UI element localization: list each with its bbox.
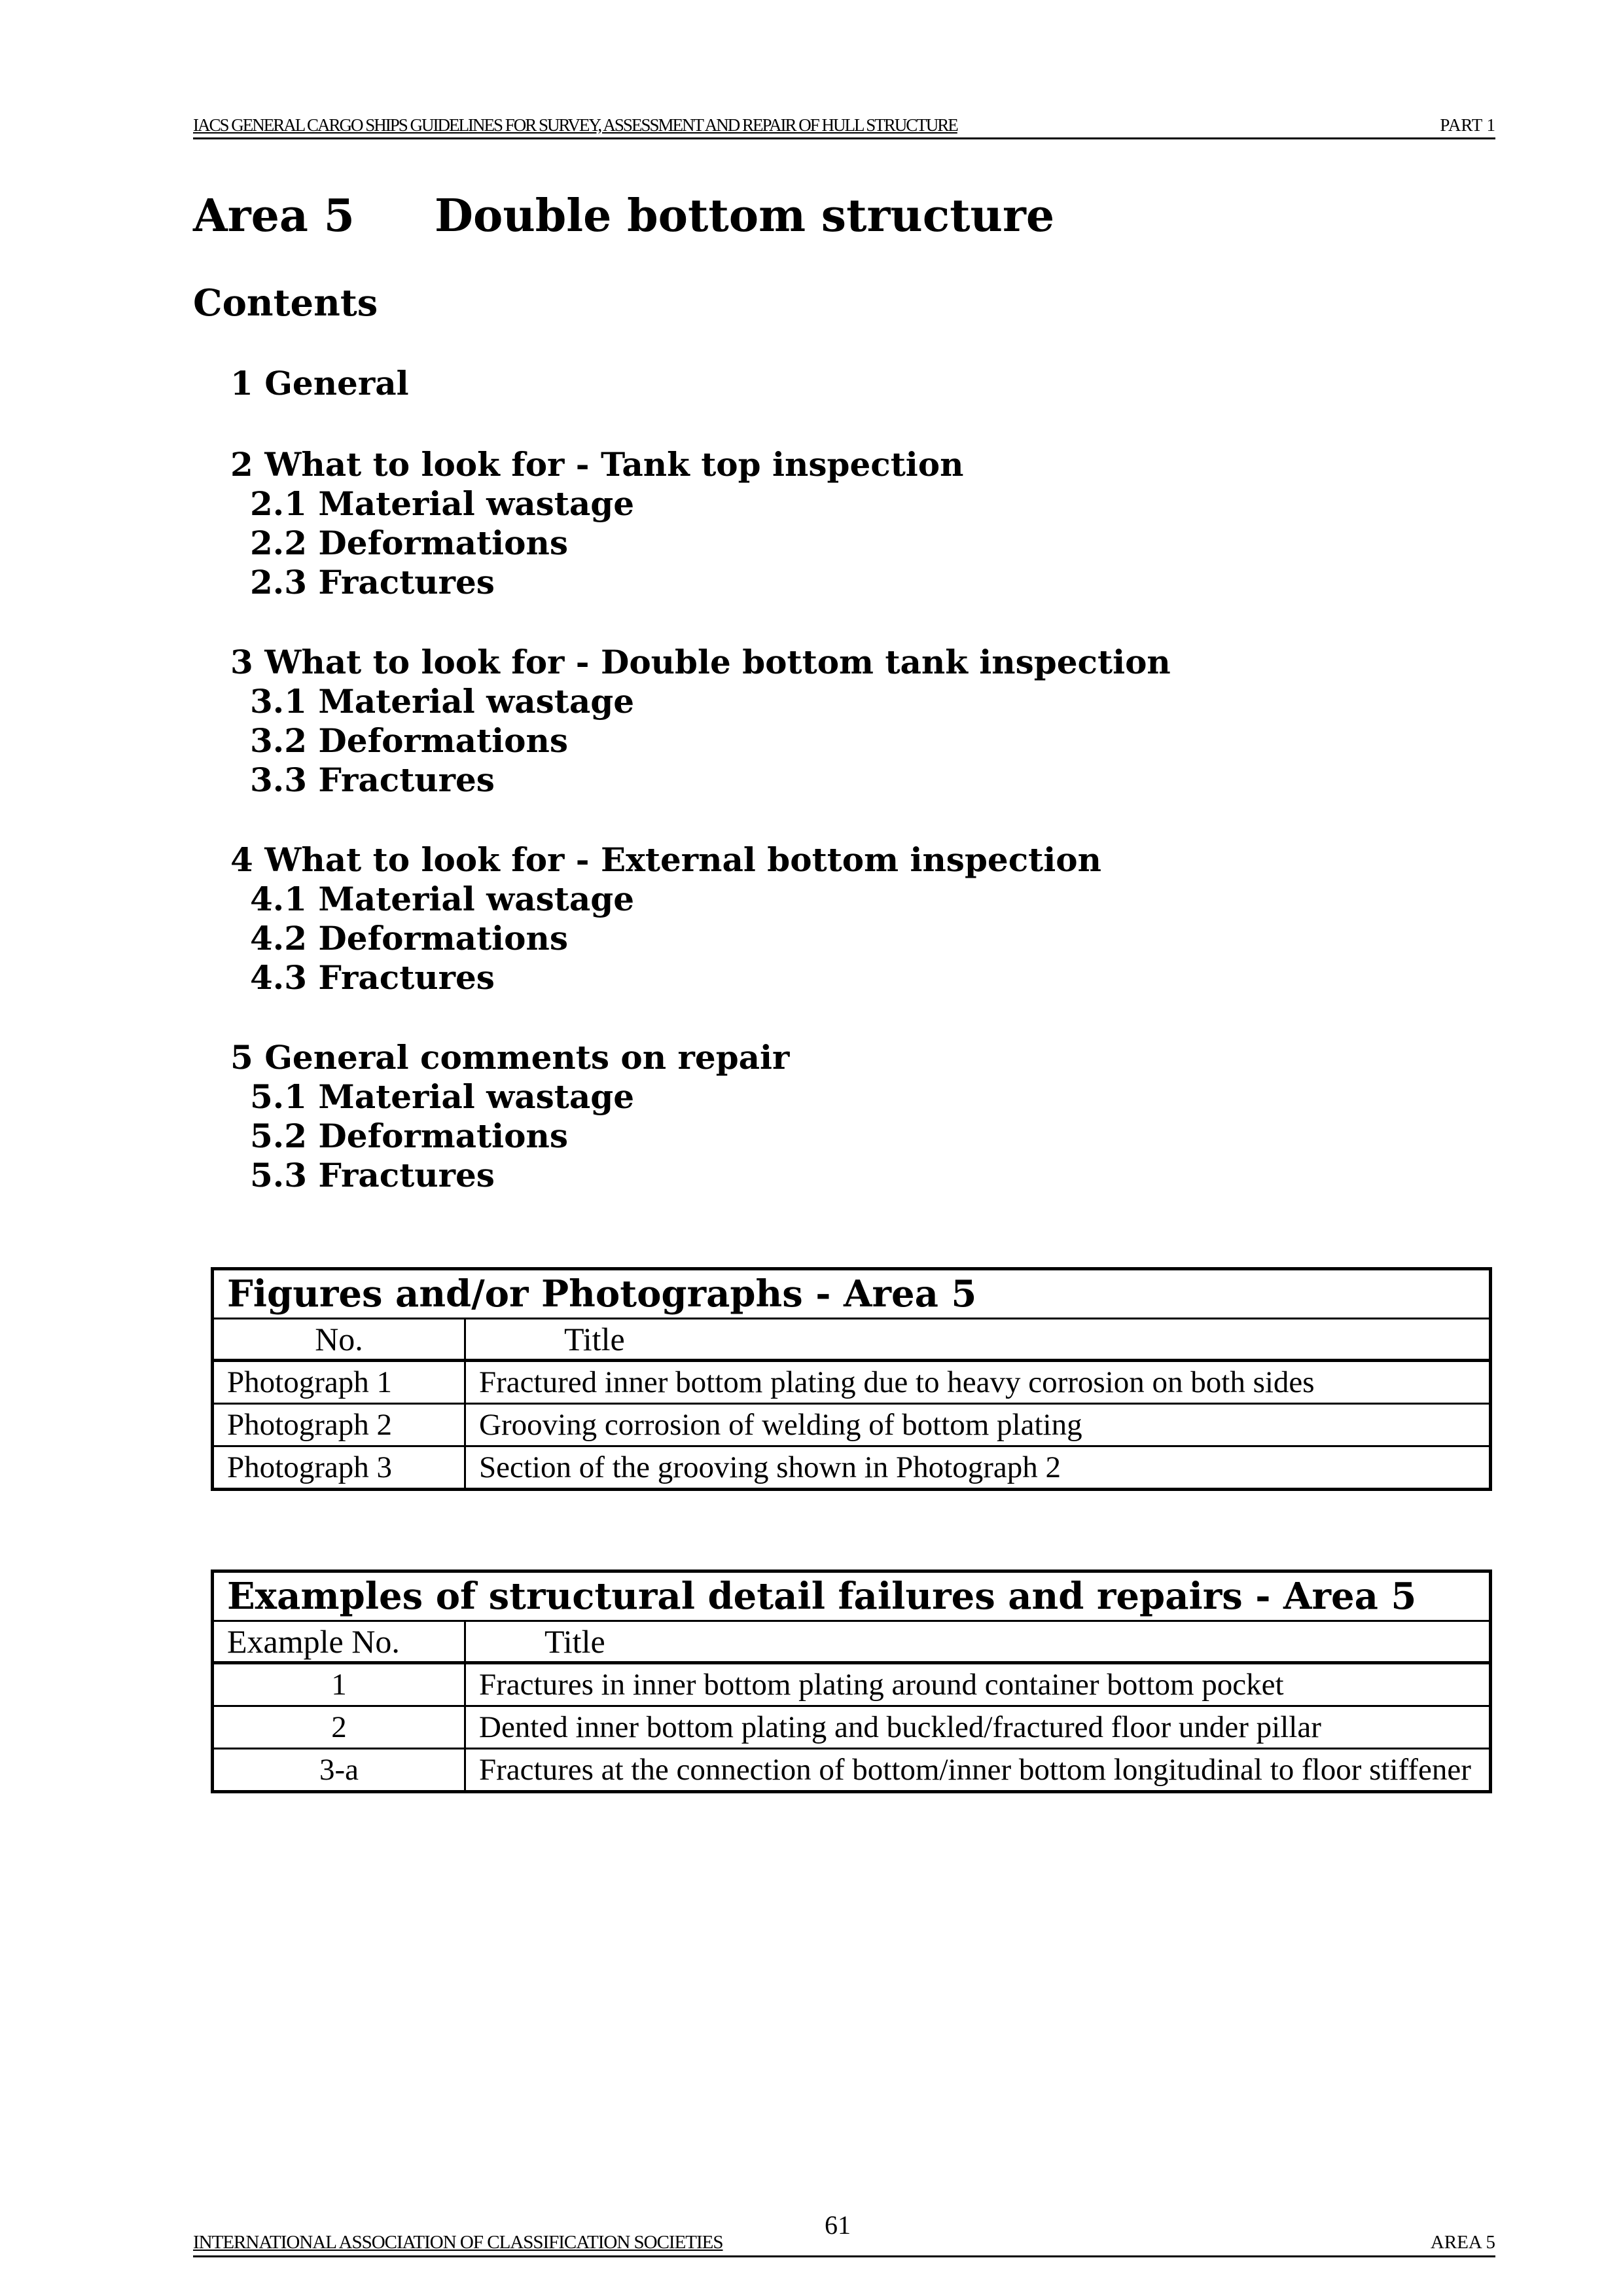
table-of-contents [230, 364, 1171, 1236]
toc-section-title: 3 What to look for - Double bottom tank inspection [230, 643, 1171, 681]
table-caption-row [213, 1269, 1491, 1319]
area-label: Area 5 [193, 190, 355, 242]
table-row [213, 1361, 1491, 1404]
table-row [213, 1663, 1491, 1706]
toc-subsection: 4.2 Deformations [250, 919, 569, 958]
table-row [213, 1404, 1491, 1446]
toc-subsection: 5.1 Material wastage [250, 1077, 635, 1116]
column-header-no: No. [213, 1319, 465, 1361]
toc-subsection: 5.3 Fractures [250, 1156, 495, 1194]
figure-title: Section of the grooving shown in Photograph 2 [465, 1446, 1491, 1490]
figure-title: Fractured inner bottom plating due to heavy corrosion on both sides [465, 1361, 1491, 1404]
table-row [213, 1749, 1491, 1792]
toc-subsection: 4.3 Fractures [250, 958, 495, 997]
figure-number: Photograph 1 [213, 1361, 465, 1404]
table-row [213, 1446, 1491, 1490]
table-row [213, 1706, 1491, 1749]
header-document-title: IACS GENERAL CARGO SHIPS GUIDELINES FOR SURVEY, ASSESSMENT AND REPAIR OF HULL STRUCTURE [193, 115, 957, 135]
contents-heading: Contents [193, 281, 378, 325]
page-header [193, 115, 1495, 139]
toc-section-1 [230, 364, 1171, 403]
toc-subsection: 3.1 Material wastage [250, 682, 635, 721]
toc-subsection: 5.2 Deformations [250, 1117, 569, 1155]
column-header-title: Title [465, 1319, 1491, 1361]
toc-subsection: 3.2 Deformations [250, 721, 569, 760]
table-header-row [213, 1621, 1491, 1663]
toc-section-title: 1 General [230, 364, 409, 403]
examples-table [211, 1570, 1492, 1793]
page-title: Double bottom structure [435, 190, 1055, 242]
example-title: Fractures in inner bottom plating around container bottom pocket [465, 1663, 1491, 1706]
page-footer [193, 2210, 1495, 2257]
column-header-example-no: Example No. [213, 1621, 465, 1663]
toc-section-title: 4 What to look for - External bottom inspection [230, 840, 1101, 879]
toc-section-5 [230, 1038, 1171, 1195]
column-header-title: Title [465, 1621, 1491, 1663]
page-number: 61 [825, 2210, 851, 2240]
example-number: 1 [213, 1663, 465, 1706]
toc-section-title: 5 General comments on repair [230, 1038, 790, 1077]
toc-section-4 [230, 840, 1171, 997]
toc-subsection: 2.1 Material wastage [250, 484, 635, 523]
toc-subsection: 2.3 Fractures [250, 563, 495, 601]
toc-section-title: 2 What to look for - Tank top inspection [230, 445, 964, 484]
header-part: PART 1 [1440, 115, 1495, 135]
table-header-row [213, 1319, 1491, 1361]
footer-area-ref: AREA 5 [1430, 2232, 1495, 2253]
figure-number: Photograph 2 [213, 1404, 465, 1446]
table-caption-row [213, 1571, 1491, 1621]
example-number: 2 [213, 1706, 465, 1749]
figures-table-caption: Figures and/or Photographs - Area 5 [213, 1269, 1491, 1319]
toc-section-2 [230, 445, 1171, 602]
figures-table [211, 1267, 1492, 1491]
examples-table-caption: Examples of structural detail failures and repairs - Area 5 [213, 1571, 1491, 1621]
example-title: Fractures at the connection of bottom/inner bottom longitudinal to floor stiffener [465, 1749, 1491, 1792]
toc-subsection: 3.3 Fractures [250, 761, 495, 799]
figure-number: Photograph 3 [213, 1446, 465, 1490]
toc-subsection: 2.2 Deformations [250, 524, 569, 562]
toc-section-3 [230, 643, 1171, 800]
toc-subsection: 4.1 Material wastage [250, 880, 635, 918]
example-title: Dented inner bottom plating and buckled/fractured floor under pillar [465, 1706, 1491, 1749]
footer-organization: INTERNATIONAL ASSOCIATION OF CLASSIFICATION SOCIETIES [193, 2232, 723, 2253]
figure-title: Grooving corrosion of welding of bottom plating [465, 1404, 1491, 1446]
example-number: 3-a [213, 1749, 465, 1792]
